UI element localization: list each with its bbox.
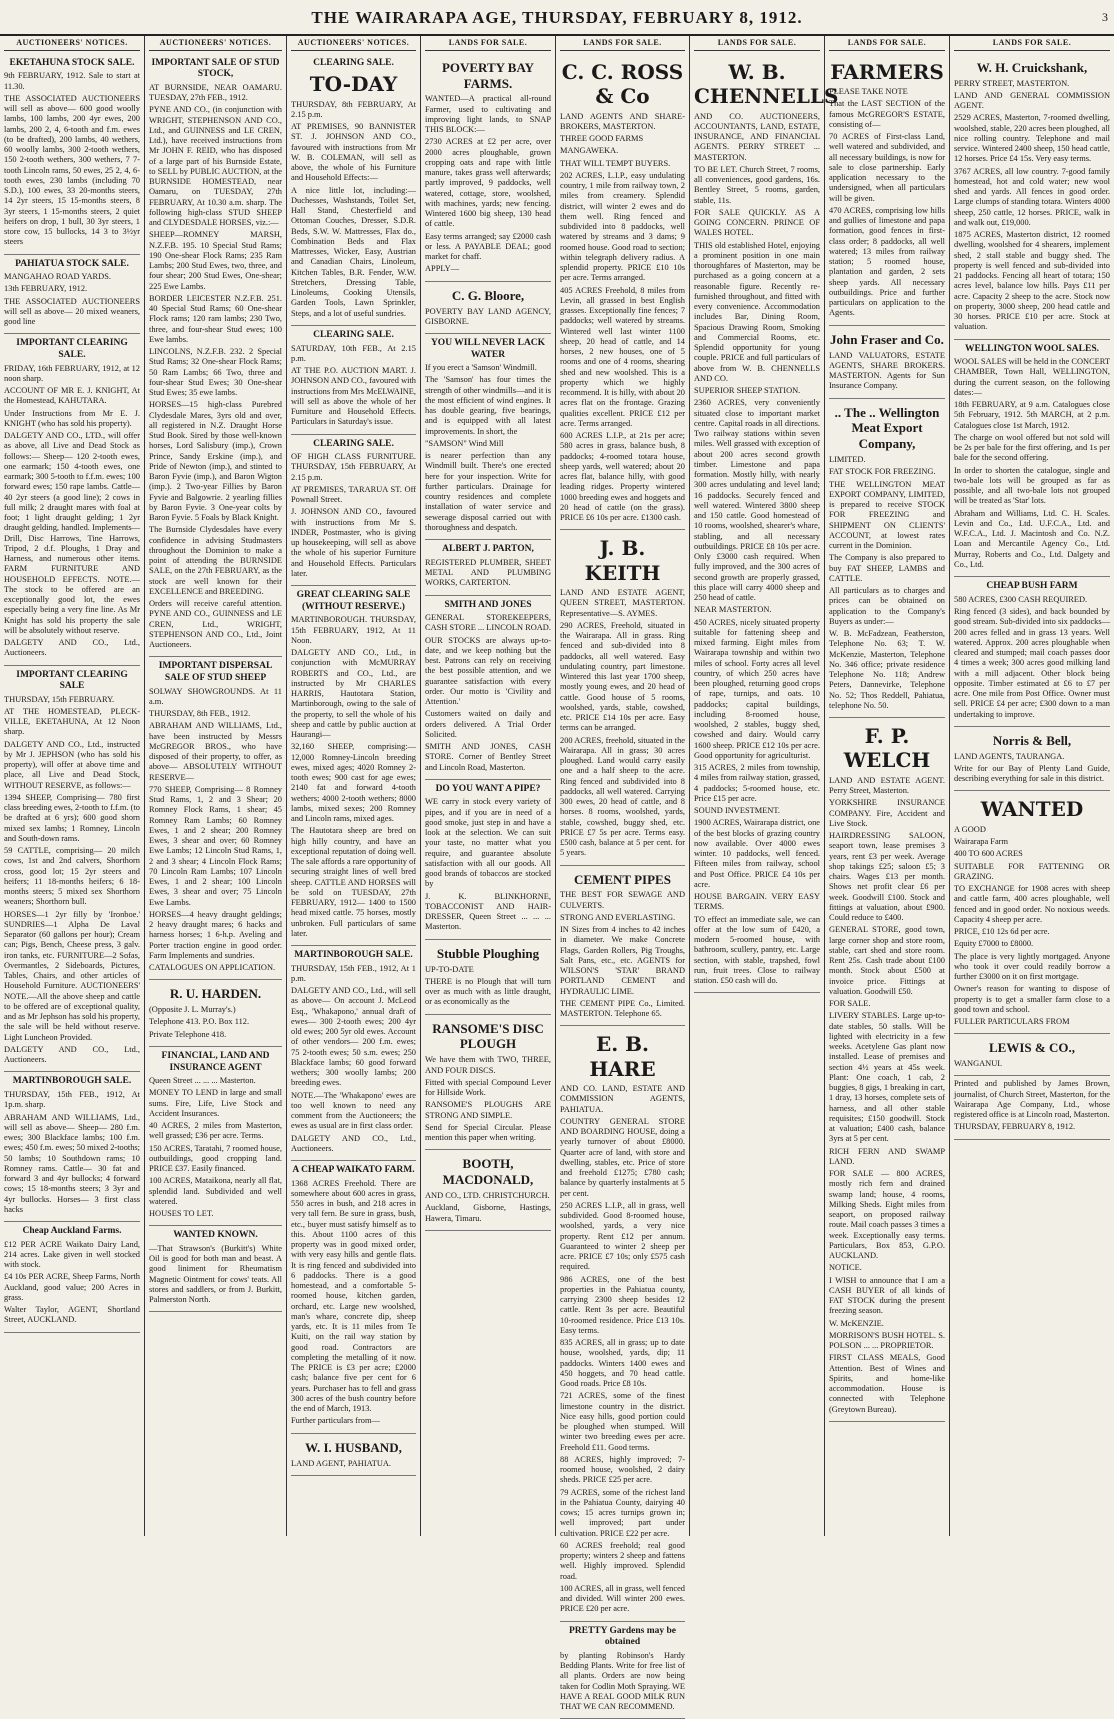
ad-text: W. B. McFadzean, Featherston, Telephone No. 63; T. W. McKenzie, Masterton, Telephone No. 346 office; private residence Telephone No. 118; Andrew Peters, Dannevirke, Telephone No. 52; Thos Reddell, Pahiatua, telephone No. 50. xyxy=(829,629,945,710)
ad-text: PLEASE TAKE NOTE xyxy=(829,87,908,97)
advertisement xyxy=(4,666,140,1073)
advertisement xyxy=(425,596,551,780)
section-heading: AUCTIONEERS' NOTICES. xyxy=(4,36,140,51)
ad-heading: F. P. WELCH xyxy=(843,724,931,773)
ad-heading: C. G. Bloore, xyxy=(451,287,525,303)
ad-text: AT PREMISES, 90 BANNISTER ST. J. JOHNSON AND CO., favoured with instructions from Mr W. B. COLEMAN, will sell as above, the whole of his Furniture and Household Effects:— xyxy=(291,122,416,183)
ad-text: GENERAL STORE, good town, large corner shop and store room, stable, cart shed and store room. Rent 25s. Cash trade about £100 month. Stock about £500 at invoice price. Fittings at valuation. Goodwill £50. xyxy=(829,925,945,996)
ad-text: 32,160 SHEEP, comprising:— 12,000 Romney-Lincoln breeding ewes, mixed ages; 4020 Romney 2-tooth ewes; 900 cast for age ewes; 2140 fat and forward 4-tooth wethers; 4000 2-tooth wethers; 8000 lambs, mixed sexes; 200 Romney and Lincoln rams, mixed ages. xyxy=(291,742,416,824)
ad-text: 470 ACRES, comprising low hills and gullies of limestone and papa formation, good fences in first-class order; 8 paddocks, all well watered; 13 miles from railway station; 5 roomed house, plantation and garden, 2 sets sheep yards. All necessary outbuildings. Price and further particulars on application to the Agents. xyxy=(829,205,945,318)
ad-text: 835 ACRES, all in grass; up to date house, woolshed, yards, dip; 11 paddocks. Winters 1400 ewes and 450 hoggets, and 70 head cattle. Good roads. Price £8 10s. xyxy=(560,1338,685,1389)
ad-text: THERE is no Plough that will turn over as much with as little draught, or as economically as the xyxy=(425,976,551,1007)
advertisement xyxy=(560,1622,685,1719)
ad-text: 1368 ACRES Freehold. There are somewhere about 600 acres in grass, 550 acres in bush, and 218 acres in very tall fern. Be sure in grass, bush, etc., buyer must satisfy himself as to this. About 1100 acres of this property was in good mixed order, with very easy hills and gentle flats. It is ring fenced and subdivided into 6 paddocks. There is a good homestead, and a comfortable 5-roomed house, kitchen garden, orchard, etc. Large new woolshed, man's whare, concrete dip, sheep yards, etc. It is 11 miles from Te Kuiti, on the rail way station by good road. Contractors are completing the metalling of it now. The PRICE is £3 per acre; £2000 cash; balance five per cent for 6 years. Purchaser has to fell and grass 300 acres of the bush country before the end of March, 1913. xyxy=(291,1178,416,1414)
ad-heading: GREAT CLEARING SALE (WITHOUT RESERVE.) xyxy=(296,590,411,612)
advertisement xyxy=(291,54,416,326)
ad-text: 1900 ACRES, Wairarapa district, one of the best blocks of grazing country now available. Over 4000 ewes winter. 10 paddocks, well fenced. Fifteen miles from railway, school and Post Office. PRICE £4 10s per acre. xyxy=(694,818,820,889)
ad-heading: Norris & Bell, xyxy=(992,732,1072,748)
ad-text: LAND AGENTS AND SHARE-BROKERS, MASTERTON. xyxy=(560,111,685,131)
advertisement xyxy=(425,1015,551,1151)
ad-heading: POVERTY BAY FARMS. xyxy=(441,59,535,91)
ad-text: The Company is also prepared to buy FAT SHEEP, LAMBS and CATTLE. xyxy=(829,553,945,583)
ad-text: Easy terms arranged; say £2000 cash or less. A PAYABLE DEAL; good market for chaff. xyxy=(425,231,551,262)
ad-text: THREE GOOD FARMS xyxy=(560,134,644,144)
ad-text: Owner's reason for wanting to dispose of property is to get a smaller farm close to a good town and school. xyxy=(954,984,1110,1014)
ad-text: THURSDAY, 8th FEB., 1912. xyxy=(149,709,251,719)
ad-text: by planting Robinson's Hardy Bedding Plants. Write for free list of all plants. Orders are now being taken for Codlin Moth Spraying. WE HAVE A REAL GOOD MILK RUN THAT WE CAN RECOMMEND. xyxy=(560,1650,685,1712)
advertisement xyxy=(425,540,551,595)
ad-text: 59 CATTLE, comprising— 20 milch cows, 1st and 2nd calvers, Shorthorn cross, good lot; 15 2yr steers and heifers; 11 18-months heifers; 6 18-months steers; 5 mixed sex Shorthorn weaners; Shorthorn bull. xyxy=(4,846,140,907)
ad-text: 405 ACRES Freehold, 8 miles from Levin, all grassed in best English grasses. Exceptionally fine fences; 7 paddocks; well watered by streams. Wintered well last winter 1100 sheep, 20 head of cattle, and 14 horses, 2 new houses, one of 5 rooms and one of 4 rooms, shearing shed and new woolshed. This is a property which we highly recommend. It is hilly, with about 20 acres flat on the frontage. Grazing qualities excellent. PRICE £12 per acre. Terms arranged. xyxy=(560,285,685,428)
page-number: 3 xyxy=(1102,10,1108,24)
ad-text: DALGETY AND CO., LTD., will offer as above, all Live and Dead Stock as follows:— Sheep— 120 2-tooth ewes, one earmark; 150 4-tooth ewes, one earmark; 300 5-tooth to f.f.m. ewes; 100 forward ewes; 150 rape lambs. Cattle— 40 2yr steers (a good line); 2 cows in full milk; 2 draught mares with foal at foot; 1 light draught gelding; 1 2yr draught gelding, handled. Implements— Drill, Disc Harrows, Tine Harrows, Tripod, 2 d.f. Ploughs, 1 Dray and Harness, and numerous other items. FARM FURNITURE AND HOUSEHOLD EFFECTS. NOTE.—The stock to be offered are an exceptionally good lot, the ewes especially being a very fine line. As Mr Knight has sold his property the sale will be absolutely without reserve. xyxy=(4,431,140,635)
ad-text: In order to shorten the catalogue, single and two-bale lots will be grouped as far as possible, and all two-bale lots not grouped will be treated as 'Star' lots. xyxy=(954,465,1110,506)
ad-text: Wairarapa Farm xyxy=(954,837,1008,847)
section-heading: LANDS FOR SALE. xyxy=(829,36,945,51)
ad-heading: PRETTY Gardens may be obtained xyxy=(568,1625,677,1648)
advertisement xyxy=(694,54,839,994)
ad-heading: IMPORTANT SALE OF STUD STOCK, xyxy=(151,57,280,80)
ad-text: DALGETY AND CO., Ltd., Auctioneers. xyxy=(4,1044,140,1065)
ad-text: AND CO., LTD. CHRISTCHURCH. xyxy=(425,1191,550,1201)
ad-text: AT PREMISES, TARARUA ST. Off Pownall Street. xyxy=(291,484,416,505)
ad-text: Orders will receive careful attention. PYNE AND CO., GUINNESS and LE CREN, Ltd., WRIGHT, STEPHENSON AND CO., Ltd., Joint Auctioneers. xyxy=(149,599,282,650)
ad-text: SOLWAY SHOWGROUNDS. At 11 a.m. xyxy=(149,686,282,706)
ad-text: 1394 SHEEP, Comprising— 780 first class breeding ewes, 2-tooth to f.f.m. (to be drafted at 6 yrs); 600 good shorn mixed sex lambs; 1 Romney, Lincoln and South-down rams. xyxy=(4,792,140,843)
ad-text: 79 ACRES, some of the richest land in the Pahiatua County, dairying 40 cows; 15 acres turnips grown in; well improved; part under cultivation. PRICE £22 per acre. xyxy=(560,1487,685,1538)
ad-text: ACCOUNT OF MR E. J. KNIGHT, At the Homestead, KAHUTARA. xyxy=(4,386,140,406)
advertisement xyxy=(149,54,282,658)
column-2 xyxy=(144,36,286,1536)
advertisement xyxy=(560,530,685,865)
advertisement xyxy=(560,866,685,1027)
ad-text: HORSES—1 2yr filly by 'Ironboe.' SUNDRIES—1 Alpha De Laval Separator (60 gallons per hour); Cream can; Pigs, Bench, Cheese press, 3 galv. iron tanks, etc. FURNITURE—2 Sofas, Overmantles, 2 Sideboards, Pictures, Tables, Chairs, and other articles of Household Furniture. AUCTIONEERS' NOTE.—All the above sheep and cattle to be offered are of exceptional quality, and as Mr Jephson has sold his property, the sale will be held without reserve. Light Luncheon Provided. xyxy=(4,909,140,1042)
ad-text: GENERAL STOREKEEPERS, CASH STORE ... LINCOLN ROAD. xyxy=(425,613,551,633)
advertisement xyxy=(4,54,140,255)
ad-heading: TO-DAY xyxy=(309,72,398,97)
advertisement xyxy=(149,980,282,1047)
ad-text: LIMITED. xyxy=(829,455,866,465)
ad-text: THE ASSOCIATED AUCTIONEERS will sell as above— 600 good woolly lambs, 100 lambs, 200 4yr ewes, 200 lambs, 200 2, 4, 6-tooth and f.m. ewes (to be drafted), 200 lambs, 40 wethers, 60 woolly lambs, 300 2-tooth wethers, 150 2-tooth wethers, 300 wethers, 7 7-tooth Lincoln rams, 50 ewes, 25 2, 4, 6-tooth ewes, 230 lambs (including 70 S.D.), 100 ewes, 33 20-months steers, 14 2yr steers, 15 15-months steers, 8 3yr steers, 1 15-months steers, 2 quiet heifers on drop, 1 bull, 30 3yr steers, 1 store cow, 15 bullocks, 14 3 to 3½yr steers xyxy=(4,93,140,247)
ad-text: THE WELLINGTON MEAT EXPORT COMPANY, LIMITED, is prepared to receive STOCK FOR FREEZING and SHIPMENT ON CLIENTS' ACCOUNT, at lowest rates current in the Dominion. xyxy=(829,479,945,551)
ad-text: TO EXCHANGE for 1908 acres with sheep and cattle farm, 400 acres ploughable, well fenced and in good order. No noxious weeds. Capacity 4 sheep per acre. xyxy=(954,884,1110,924)
advertisement xyxy=(4,334,140,665)
advertisement xyxy=(4,255,140,335)
ad-heading: W. H. Cruickshank, xyxy=(976,59,1088,75)
ad-heading: MARTINBOROUGH SALE. xyxy=(12,1076,132,1087)
ad-text: If you erect a 'Samson' Windmill. xyxy=(425,363,537,373)
ad-heading: W. I. HUSBAND, xyxy=(305,1439,402,1455)
ad-heading: IMPORTANT DISPERSAL SALE OF STUD SHEEP xyxy=(158,661,273,683)
advertisement xyxy=(425,334,551,540)
ad-text: FRIDAY, 16th FEBRUARY, 1912, at 12 noon sharp. xyxy=(4,363,140,383)
advertisement xyxy=(425,940,551,1015)
ad-text: FAT STOCK FOR FREEZING. xyxy=(829,467,936,477)
ad-text: I WISH to announce that I am a CASH BUYER of all kinds of FAT STOCK during the present freezing season. xyxy=(829,1275,945,1316)
ad-text: MANGAHAO ROAD YARDS. xyxy=(4,272,111,282)
ad-text: Equity £7000 to £8000. xyxy=(954,939,1034,949)
ad-text: THE BEST FOR SEWAGE AND CULVERTS. xyxy=(560,890,685,910)
ad-text: WANGANUI. xyxy=(954,1059,1003,1069)
ad-text: OF HIGH CLASS FURNITURE. THURSDAY, 15th FEBRUARY, At 2.15 p.m. xyxy=(291,452,416,482)
ad-text: MANGAWEKA. xyxy=(560,146,619,156)
ad-heading: R. U. HARDEN. xyxy=(169,986,262,1002)
ad-text: THURSDAY, 15th FEB., 1912, At 1p.m. sharp. xyxy=(4,1090,140,1110)
ad-text: 1875 ACRES, Masterton district, 12 roomed dwelling, woolshed for 4 shearers, implement shed, 2 stall stable and buggy shed. The property is well fenced and sub-divided into 21 paddocks. Fencing all heart of totara; 150 acres level, balance low hills. Pays £11 per acre. Capacity 2 sheep to the acre. Stock now on property, 3000 sheep, 200 head cattle and 30 horses. PRICE £10 per acre. Stock at valuation. xyxy=(954,230,1110,332)
ad-heading: LEWIS & CO., xyxy=(989,1040,1075,1056)
ad-text: LAND AND ESTATE AGENT. Perry Street, Masterton. xyxy=(829,775,945,796)
ad-text: is nearer perfection than any Windmill built. There's one erected here for your inspection. Write for further particulars. Drainage for country residences and complete installation of water service and sewerage disposal carried out with thoroughness and despatch. xyxy=(425,451,551,532)
ad-text: LAND AND ESTATE AGENT, QUEEN STREET, MASTERTON. Representative—S. AYMES. xyxy=(560,588,685,618)
ad-text: FULLER PARTICULARS FROM xyxy=(954,1017,1070,1027)
ad-text: BORDER LEICESTER N.Z.F.B. 251. 40 Special Stud Rams; 60 One-shear Flock rams; 120 ram lambs; 230 Two, three, and four-shear Stud ewes; 100 Ewe lambs. xyxy=(149,293,282,344)
ad-text: 200 ACRES, freehold, situated in the Wairarapa. All in grass; 30 acres ploughed. Land would carry easily one and a half sheep to the acre. Ring fenced and subdivided into 8 paddocks, all well watered. Carrying 300 ewes, 20 head of cattle, and 8 horses. 8 rooms, woolshed, yards, stable, cowshed, buggy shed, etc. PRICE £7 5s per acre. Terms easy. £500 cash, balance at 5 per cent. for 5 years. xyxy=(560,735,685,858)
advertisement xyxy=(954,54,1110,340)
ad-text: Ring fenced (3 sides), and back bounded by good stream. Sub-divided into six paddocks—200 acres felled and in grass 13 years. Well watered. Approx. 200 acres ploughable when cleared and stumped; mail coach passes door 4 times a week; 300 acres good milking land with a mill adjacent. Other block being opposite. Timber estimated at £6 to £7 per acre. One mile from Post Office. Owner must sell. PRICE £4 per acre; £300 down to a man undertaking to improve. xyxy=(954,607,1110,719)
advertisement xyxy=(149,1047,282,1226)
ad-heading: Cheap Auckland Farms. xyxy=(22,1226,122,1237)
ad-text: RICH FERN AND SWAMP LAND. xyxy=(829,1146,945,1166)
ad-text: AT THE P.O. AUCTION MART. J. JOHNSON AND CO., favoured with instructions from Mrs McELWAINE, will sell as above the whole of her Furniture and Household Effects. Particulars in Saturday's issue. xyxy=(291,366,416,427)
ad-text: FOR SALE — 800 ACRES, mostly rich fern and drained swamp land; house, 4 rooms, Milking Sheds. Eight miles from seaport, on proposed railway route. Mail coach passes 3 times a week. Exceptionally easy terms. Particulars, Box 853, G.P.O. AUCKLAND. xyxy=(829,1169,945,1261)
ad-text: YORKSHIRE INSURANCE COMPANY. Fire, Accident and Live Stock. xyxy=(829,798,945,828)
ad-text: Walter Taylor, AGENT, Shortland Street, AUCKLAND. xyxy=(4,1305,140,1325)
ad-heading: WANTED xyxy=(980,797,1084,822)
advertisement xyxy=(291,1161,416,1434)
ad-text: HOUSE BARGAIN. VERY EASY TERMS. xyxy=(694,892,820,912)
ad-heading: ALBERT J. PARTON, xyxy=(442,544,534,555)
ad-text: ABRAHAM AND WILLIAMS, Ltd., have been instructed by Messrs McGREGOR BROS., who have disposed of their property, to offer, as above— ABSOLUTELY WITHOUT RESERVE— xyxy=(149,721,282,782)
advertisement xyxy=(954,1034,1110,1076)
ad-heading: CLEARING SALE. xyxy=(313,57,394,68)
ad-text: NOTE.—The 'Whakapono' ewes are too well known to need any comment from the Auctioneers; the ewes as usual are in first class order. xyxy=(291,1090,416,1131)
ad-text: The 'Samson' has four times the strength of other windmills—and it is the most efficient of wind engines. It has double gearing, five bearings, and is equipped with all latest improvements. In short, the xyxy=(425,375,551,436)
ad-heading: John Fraser and Co. xyxy=(830,331,944,347)
ad-text: 315 ACRES, 2 miles from township, 4 miles from railway station, grassed, 4 paddocks; 5-roomed house, etc. Price £15 per acre. xyxy=(694,763,820,803)
ad-text: SUPERIOR SHEEP STATION. xyxy=(694,386,801,396)
ad-text: IN Sizes from 4 inches to 42 inches in diameter. We make Concrete Flags, Garden Rollers, Pig Troughs, Salt Pans, etc., etc. AGENTS for WILSON'S 'STAR' BRAND PORTLAND CEMENT and HYDRAULIC LIME. xyxy=(560,925,685,996)
advertisement xyxy=(291,435,416,587)
ad-text: APPLY— xyxy=(425,264,460,274)
ad-text: NOTICE. xyxy=(829,1263,862,1273)
ad-text: Send for Special Circular. Please mention this paper when writing. xyxy=(425,1122,551,1143)
ad-text: THURSDAY, 15th FEBRUARY. xyxy=(4,694,115,704)
ad-text: Write for our Bay of Plenty Land Guide, describing everything for sale in this district. xyxy=(954,763,1110,784)
advertisement xyxy=(829,718,945,1422)
ad-text: DALGETY AND CO., Ltd., instructed by Mr J. JEPHSON (who has sold his property), will offer at above time and place, all Live and Dead Stock, WITHOUT RESERVE, as follows:— xyxy=(4,739,140,790)
ad-text: 202 ACRES, L.I.P., easy undulating country, 1 mile from railway town, 2 miles from creamery. Splendid district, will winter 2 ewes and do them well. Ring fenced and subdivided into 8 paddocks, well watered by streams and 3 dams; 9 roomed house. Good road to section; within telegraph delivery radius. A splendid property. PRICE £10 10s per acre. Terms arranged. xyxy=(560,170,685,283)
ad-heading: WELLINGTON WOOL SALES. xyxy=(964,343,1100,354)
ad-text: Private Telephone 418. xyxy=(149,1029,227,1039)
ad-text: AT BURNSIDE, NEAR OAMARU. TUESDAY, 27th FEB., 1912. xyxy=(149,82,282,103)
ad-heading: FINANCIAL, LAND AND INSURANCE AGENT xyxy=(161,1050,270,1073)
ad-text: LAND AGENT, PAHIATUA. xyxy=(291,1458,392,1468)
ad-text: 721 ACRES, some of the finest limestone country in the district. Nice easy hills, good portion could be ploughed when stumped. Will winter two breeding ewes per acre. Freehold £11. Good terms. xyxy=(560,1391,685,1452)
ad-text: SMITH AND JONES, CASH STORE. Corner of Bentley Street and Lincoln Road, Masterton. xyxy=(425,742,551,772)
ad-text: WANTED—A practical all-round Farmer, used to cultivating and improving light lands, to SNAP THIS BLOCK:— xyxy=(425,94,551,135)
ad-text: DALGETY AND CO., Ltd., will sell as above— On account J. McLeod Esq., 'Whakapono,' annual draft of ewes— 300 2-tooth ewes; 200 4yr old ewes; 200 5yr old ewes. Account of other vendors— 200 f.m. ewes; 75 2-tooth ewes; 50 s.m. ewes; 250 Blackface lambs; 60 good forward wethers; 300 woolly lambs; 200 breeding ewes. xyxy=(291,986,416,1088)
column-7 xyxy=(824,36,949,1536)
ad-text: 2730 ACRES at £2 per acre, over 2000 acres ploughable, grown cropping oats and rape with little manure, takes grass well afterwards; partly improved, 9 paddocks, well watered, cottage, store, woolshed, with machines, yards; new fencing. Wintered 1600 big sheep, 130 head of cattle. xyxy=(425,137,551,229)
advertisement xyxy=(560,54,685,531)
ad-text: SATURDAY, 10th FEB., At 2.15 p.m. xyxy=(291,343,416,363)
ad-text: WOOL SALES will be held in the CONCERT CHAMBER, Town Hall, WELLINGTON, during the current season, on the following dates:— xyxy=(954,357,1110,397)
ad-heading: CHEAP BUSH FARM xyxy=(986,581,1078,592)
ad-text: CATALOGUES ON APPLICATION. xyxy=(149,963,276,973)
ad-text: LINCOLNS, N.Z.F.B. 232. 2 Special Stud Rams; 32 One-shear Flock Rams; 50 Ram Lambs; 66 Two, three and four-shear Stud Ewes; 30 One-shear Stud Ewes; 35 ewe lambs. xyxy=(149,347,282,398)
ad-text: HAIRDRESSING SALOON, seaport town, lease premises 3 years, rent £3 per week. Average shop takings £25; saloon £5; 3 chairs. Wages £13 per month. Shows net profit clear £6 per week. Goodwill £100. Stock and fittings at valuation, about £900. Could reduce to £400. xyxy=(829,831,945,923)
column-1 xyxy=(0,36,144,1536)
ad-text: THIS old established Hotel, enjoying a prominent position in one main thoroughfares of Masterton, may be purchased as a going concern at a reasonable figure. Recently re-furnished throughout, and fitted with every convenience. Accommodation includes Bar, Dining Room, Spacious Drawing Room, Smoking and Commercial Rooms, etc. Splendid opportunity for young couple. PRICE and full particulars of above from W. B. CHENNELLS AND CO. xyxy=(694,240,820,383)
section-heading: LANDS FOR SALE. xyxy=(560,36,685,51)
ad-text: PYNE AND CO., (in conjunction with WRIGHT, STEPHENSON AND CO., Ltd., and GUINNESS and LE CREN, Ltd.), have received instructions from Mr JOHN F. REID, who has disposed of a large part of his Burnside Estate, to SELL by PUBLIC AUCTION, at the BURNSIDE HOMESTEAD, near Oamaru, on TUESDAY, 27th FEBRUARY, At 10.30 a.m. sharp. The following high-class STUD SHEEP and CLYDESDALE HORSES, viz.:— xyxy=(149,105,282,228)
advertisement xyxy=(291,1434,416,1476)
ad-text: DALGETY AND CO., Ltd., Auctioneers. xyxy=(4,638,140,658)
ad-text: —That Strawson's (Burkitt's) White Oil is good for both man and beast. A good liniment for Rheumatism Magnetic Ointment for cows' teats. All stores and saddlers, or from J. Burkitt, Palmerston North. xyxy=(149,1243,282,1305)
ad-text: The charge on wool offered but not sold will be 2s per bale for the first offering, and 1s per bale for the second offering. xyxy=(954,432,1110,463)
ad-heading: Stubble Ploughing xyxy=(436,945,540,961)
ad-text: 70 ACRES of First-class Land, well watered and subdivided, and all necessary buildings, is now for sale to close partnership. Early application necessary to the undersigned, when all particulars will be given. xyxy=(829,132,945,203)
advertisement xyxy=(954,791,1110,1034)
ad-text: (Opposite J. L. Murray's.) xyxy=(149,1005,236,1015)
ad-text: W. McKENZIE. xyxy=(829,1318,884,1328)
ad-text: £12 PER ACRE Waikato Dairy Land, 214 acres. Lake given in well stocked with stock. xyxy=(4,1239,140,1270)
column-8 xyxy=(949,36,1114,1536)
ad-text: 770 SHEEP, Comprising— 8 Romney Stud Rams, 1, 2 and 3 Shear; 20 Romney Flock Rams, 1 shear; 45 Romney Ram Lambs; 60 Romney Ewes, 1 and 2 shear; 200 Romney Ewes, 3 shear and over; 60 Romney Ewe Lambs; 12 Lincoln Stud Rams, 1, 2 and 3 shear; 4 Lincoln Flock Rams; 70 Lincoln Ram Lambs; 107 Lincoln Ewes, 1 and 2 shear; 100 Lincoln Ewes, 3 shear and over; 75 Lincoln Ewe Lambs. xyxy=(149,784,282,907)
column-6 xyxy=(689,36,839,1536)
ad-heading: CLEARING SALE. xyxy=(313,438,394,449)
ad-heading: SMITH AND JONES xyxy=(444,599,532,610)
ad-text: UP-TO-DATE xyxy=(425,964,474,974)
ad-heading: IMPORTANT CLEARING SALE. xyxy=(16,338,128,360)
ad-text: TO BE LET. Church Street, 7 rooms, all conveniences, good gardens, 16s. Bentley Street, 5 rooms, garden, stable, 11s. xyxy=(694,164,820,205)
ad-heading: DO YOU WANT A PIPE? xyxy=(435,783,541,794)
advertisement xyxy=(829,399,945,719)
ad-text: WE carry in stock every variety of pipes, and if you are in need of a good smoke, just step in and have a look at the selection. We can suit your taste, no matter what you require, and guarantee absolute satisfaction with all our goods. All good brands of tobaccos are stocked by xyxy=(425,797,551,889)
advertisement xyxy=(291,326,416,435)
ad-text: 600 ACRES L.I.P., at 21s per acre; 580 acres in grass, balance bush, 8 paddocks; 4-roomed totara house, sheep yards, well watered; about 20 acres flat, balance hilly, with good leading ridges. Property wintered 1000 breeding ewes and hoggets and 20 head of cattle (on the grass). PRICE £6 10s per acre. £1300 cash. xyxy=(560,431,685,523)
ad-text: HOUSES TO LET. xyxy=(149,1209,214,1219)
advertisement xyxy=(149,1226,282,1312)
ad-text: J. K. BLINKHORNE, TOBACCONIST AND HAIR-DRESSER, Queen Street ... ... ... Masterton. xyxy=(425,891,551,932)
ad-text: LIVERY STABLES. Large up-to-date stables, 50 stalls. Will be lighted with electricity in a few weeks. Acetylene Gas plant now installed. Lease of premises and section 4½ years at 45s week. Plant: One coach, 1 cab, 2 buggies, 8 gigs, 1 breaking in cart, 1 dray, 13 horses, complete sets of harness, and all other stable requisites; £150 goodwill. Stock at valuation; £400 cash, balance 3yrs at 5 per cent. xyxy=(829,1011,945,1144)
ad-text: ABRAHAM AND WILLIAMS, Ltd., will sell as above— Sheep— 280 f.m. ewes; 300 Blackface lambs; 100 f.m. ewes; 450 f.m. ewes; 50 mixed 2-tooths; 50 lambs; 10 Southdown rams; 10 Romney rams. Cattle— 30 fat and forward 3 and 4yr bullocks; 4 forward cows; 15 18-months steers; 3 3yr and 4yr bullocks. Horses— 3 first class hacks xyxy=(4,1112,140,1214)
ad-heading: W. B. CHENNELLS xyxy=(694,59,839,109)
ad-text: "SAMSON" Wind Mill xyxy=(425,438,504,448)
advertisement xyxy=(425,780,551,940)
ad-heading: IMPORTANT CLEARING SALE xyxy=(16,669,128,692)
ad-text: We have them with TWO, THREE, AND FOUR DISCS. xyxy=(425,1055,551,1075)
ad-text: NEAR MASTERTON. xyxy=(694,605,772,615)
advertisement xyxy=(954,577,1110,727)
ad-text: SOUND INVESTMENT. xyxy=(694,806,780,816)
ad-text: 400 TO 600 ACRES xyxy=(954,849,1023,859)
ad-text: HORSES—15 high-class Purebred Clydesdale Mares, 3yrs old and over, all registered in N.Z. Draught Horse Stud Book. Sired by those well-known horses, Lord Salisbury (imp.), Crown Prince, Sandy Erskine (imp.), and Pride of Newton (imp.), and stinted to Baron Fyvie (imp.), and Baron Wigton (imp.). 2 Two-year Fillies by Baron Fyvie and Balgowrie. 2 yearling fillies by Baron Fyvie. 3 One-year colts by Baron Fyvie. 5 Foals by Black Knight. xyxy=(149,400,282,523)
ad-text: Abraham and Williams, Ltd. C. H. Scales. Levin and Co., Ltd. U.F.C.A., Ltd. and W.F.C.A., Ltd. J. Macintosh and Co. N.Z. Loan and Mercantile Agency Co., Ltd. Murray, Roberts and Co., Ltd. Dalgety and Co., Ltd. xyxy=(954,508,1110,569)
ad-heading: BOOTH, MACDONALD, xyxy=(442,1156,534,1188)
ad-text: The place is very lightly mortgaged. Anyone who took it over could readily borrow a further £3000 on it on first mortgage. xyxy=(954,951,1110,982)
ad-text: A GOOD xyxy=(954,824,986,834)
ad-text: 986 ACRES, one of the best properties in the Pahiatua county, carrying 2300 sheep besides 12 cattle. Rent 3s per acre. Beautiful 10-roomed residence. Price £13 10s. Easy terms. xyxy=(560,1274,685,1335)
ad-heading: CLEARING SALE. xyxy=(313,329,394,340)
ad-text: HORSES—4 heavy draught geldings; 2 heavy draught mares; 6 hacks and harness horses; 1 6-h.p. Aveling and Porter traction engine in good order. Farm Implements and sundries. xyxy=(149,909,282,960)
ad-text: The Hautotara sheep are bred on high hilly country, and have an exceptional reputation of doing well. The sale affords a rare opportunity of securing straight lines of well bred sheep. CATTLE AND HORSES will be sold on TUESDAY, 27th FEBRUARY, 1912— 1400 to 1500 head mixed cattle. 75 horses, mostly unbroken. Full particulars of same later. xyxy=(291,826,416,938)
ad-heading: FARMERS xyxy=(830,59,944,84)
ad-text: RANSOME'S PLOUGHS ARE STRONG AND SIMPLE. xyxy=(425,1100,551,1120)
ad-text: 2360 ACRES, very conveniently situated close to important market centre. Capital roads in all directions. Two railway stations within seven miles. Well grassed with exception of about 200 acres second growth timber. Limestone and papa formation. Mostly hilly, with nearly 300 acres undulating and level land; 16 paddocks. Securely fenced and well watered. Wintered 3800 sheep and 150 cattle. Good homestead of 10 rooms, woolshed, shearer's whare, stabling, and all necessary outbuildings. PRICE £8 10s per acre. Only £3000 cash required. When fully improved, and the 300 acres of second growth are properly grassed, this place will carry 4000 sheep and 250 head of cattle. xyxy=(694,398,820,603)
column-5 xyxy=(555,36,689,1712)
advertisement xyxy=(829,326,945,399)
ad-text: FOR SALE. xyxy=(829,999,871,1009)
advertisement xyxy=(425,54,551,282)
ad-text: 100 ACRES, Mataikona, nearly all flat, splendid land. Subdivided and well watered. xyxy=(149,1176,282,1206)
ad-text: PRICE, £10 12s 6d per acre. xyxy=(954,927,1050,937)
ad-text: 100 ACRES, all in grass, well fenced and divided. Will winter 200 ewes. PRICE £20 per acre. xyxy=(560,1583,685,1614)
masthead xyxy=(0,0,1114,36)
advertisement xyxy=(149,657,282,980)
ad-text: THAT WILL TEMPT BUYERS. xyxy=(560,158,671,168)
ad-heading: .. The .. Wellington Meat Export Company, xyxy=(834,404,940,452)
ad-text: LAND VALUATORS, ESTATE AGENTS, SHARE BROKERS. MASTERTON. Agents for Sun Insurance Company. xyxy=(829,350,945,391)
ad-text: AT THE HOMESTEAD, PLECK-VILLE, EKETAHUNA, At 12 Noon sharp. xyxy=(4,706,140,737)
ad-text: 9th FEBRUARY, 1912. Sale to start at 11.30. xyxy=(4,71,140,91)
ad-heading: EKETAHUNA STOCK SALE. xyxy=(9,57,135,68)
advertisement xyxy=(4,1072,140,1222)
ad-text: OUR STOCKS are always up-to-date, and we keep nothing but the best. Patrons can rely on receiving the best possible attention, and we guarantee satisfaction with every order. Our motto is 'Civility and Attention.' xyxy=(425,635,551,707)
ad-text: Telephone 413. P.O. Box 112. xyxy=(149,1017,250,1027)
ad-text: 88 ACRES, highly improved; 7-roomed house, woolshed, 2 dairy sheds. PRICE £25 per acre. xyxy=(560,1454,685,1485)
ad-text: Queen Street ... ... ... Masterton. xyxy=(149,1076,256,1086)
ad-text: LAND AGENTS, TAURANGA. xyxy=(954,751,1065,761)
column-4 xyxy=(420,36,555,1536)
ad-text: POVERTY BAY LAND AGENCY, GISBORNE. xyxy=(425,306,551,326)
ad-text: J. JOHNSON AND CO., favoured with instructions from Mr S. INDER, Postmaster, who is giving up housekeeping, will sell as above the whole of his superior Furniture and Household Effects. Particulars later. xyxy=(291,507,416,578)
advertisement xyxy=(425,1150,551,1230)
ad-text: 13th FEBRUARY, 1912. xyxy=(4,284,88,294)
ad-text: 290 ACRES, Freehold, situated in the Wairarapa. All in grass. Ring fenced and sub-divided into 8 paddocks, all well watered. Easy undulating country, part limestone. Wintered this last year 1700 sheep, mostly young ewes, and 20 head of cattle. Good house of 5 rooms, woolshed, yards, stable, cowshed, etc. PRICE £14 10s per acre. Easy terms can be arranged. xyxy=(560,620,685,733)
ad-text: DALGETY AND CO., Ltd., Auctioneers. xyxy=(291,1133,416,1153)
ad-heading: RANSOME'S DISC PLOUGH xyxy=(432,1020,544,1052)
ad-text: Printed and published by James Brown, journalist, of Church Street, Masterton, for the Wairarapa Age Company, Ltd., whose registered office is at Lincoln road, Masterton. xyxy=(954,1079,1110,1120)
advertisement xyxy=(560,1026,685,1621)
ad-text: LAND AND GENERAL COMMISSION AGENT. xyxy=(954,90,1110,111)
ad-text: 580 ACRES, £300 CASH REQUIRED. xyxy=(954,594,1088,604)
ad-text: SUITABLE FOR FATTENING OR GRAZING. xyxy=(954,861,1110,881)
ad-text: 60 ACRES freehold; real good property; winters 2 sheep and fattens well. Highly improved. Splendid road. xyxy=(560,1540,685,1581)
ad-text: All particulars as to charges and prices can be obtained on application to the Company's Buyers as under:— xyxy=(829,586,945,626)
section-heading: LANDS FOR SALE. xyxy=(694,36,820,51)
ad-text: THURSDAY, 15th FEB., 1912, At 1 p.m. xyxy=(291,963,416,983)
ad-heading: YOU WILL NEVER LACK WATER xyxy=(430,338,546,360)
ad-text: FOR SALE QUICKLY. AS A GOING CONCERN. PRINCE OF WALES HOTEL. xyxy=(694,207,820,238)
ad-text: MARTINBOROUGH. THURSDAY, 15th FEBRUARY, 1912, At 11 Noon. xyxy=(291,615,416,645)
ad-text: TO effect an immediate sale, we can offer at the low sum of £420, a modern 5-roomed house, with bathroom, scullery, pantry, etc. Large section, with stable, trapshed, fowl run, fruit trees. Close to railway station. £50 cash will do. xyxy=(694,914,820,986)
ad-text: 250 ACRES L.I.P., all in grass, well subdivided. Good 8-roomed house, woolshed, yards, a very nice property. Rent £12 per annum. Guaranteed to winter 2 sheep per acre. PRICE £7 10s; only £575 cash required. xyxy=(560,1200,685,1272)
ad-heading: WANTED KNOWN. xyxy=(173,1230,258,1241)
ad-text: Further particulars from— xyxy=(291,1416,380,1426)
ad-text: THE ASSOCIATED AUCTIONEERS will sell as above— 20 mixed weaners, good line xyxy=(4,296,140,327)
ad-text: 18th FEBRUARY, at 9 a.m. Catalogues close 5th February, 1912. 5th MARCH, at 2 p.m. Catalogues close 1st March, 1912. xyxy=(954,400,1110,430)
advertisement xyxy=(829,54,945,326)
advertisement xyxy=(4,1222,140,1333)
ad-text: A nice little lot, including:—Duchesses, Washstands, Toilet Set, Hall Stand, Chesterfield and Ottoman Couches, Dresser, S.D.R. Beds, S.W. W. Mattresses, Flax do., Combination Beds and Flax Mattresses, Wicker, Easy, Austrian and Canadian Chairs, Linoleum, Kitchen Tables, B.R. Fender, W.W. Stretchers, Dressing Table, Linoleums, Cooking Utensils, Garden Tools, Lawn Sprinkler, Steps, and a lot of useful sundries. xyxy=(291,185,416,318)
ad-text: DALGETY AND CO., Ltd., in conjunction with McMURRAY ROBERTS and CO., Ltd., are instructed by Mr CHARLES HARRIS, Hautotara Station, Martinborough, owing to the sale of the property, to sell the whole of his sheep and cattle by public auction at Haurangi— xyxy=(291,648,416,740)
ad-heading: MARTINBOROUGH SALE. xyxy=(294,950,413,961)
ad-text: AND CO. LAND, ESTATE AND COMMISSION AGENTS, PAHIATUA. xyxy=(560,1084,685,1114)
ad-heading: E. B. HARE xyxy=(589,1032,656,1081)
advertisement xyxy=(954,727,1110,792)
ad-heading: J. B. KEITH xyxy=(584,536,661,585)
ad-text: THE CEMENT PIPE Co., Limited. MASTERTON. Telephone 65. xyxy=(560,998,685,1019)
section-heading: LANDS FOR SALE. xyxy=(425,36,551,51)
advertisement xyxy=(291,946,416,1161)
ad-text: The Burnside Clydesdales have every confidence in advising Studmasters throughout the Dominion to make a point of attending the BURNSIDE SALE, on the 27th FEBRUARY, as the stock are well known for their EXCELLENCE and BREEDING. xyxy=(149,525,282,596)
ad-text: PERRY STREET, MASTERTON. xyxy=(954,78,1070,88)
ad-text: Customers waited on daily and orders delivered. A Trial Order Solicited. xyxy=(425,709,551,739)
column-3 xyxy=(286,36,420,1536)
ad-text: REGISTERED PLUMBER, SHEET METAL AND PLUMBING WORKS, CARTERTON. xyxy=(425,557,551,588)
advertisement xyxy=(291,586,416,946)
ad-text: AND CO. AUCTIONEERS, ACCOUNTANTS, LAND, ESTATE, INSURANCE, AND FINANCIAL AGENTS. PERRY STREET ... MASTERTON. xyxy=(694,111,820,162)
section-heading: LANDS FOR SALE. xyxy=(954,36,1110,51)
ad-text: FIRST CLASS MEALS, Good Attention. Best of Wines and Spirits, and home-like accommodation. House is connected with Telephone (Greytown Bureau). xyxy=(829,1353,945,1414)
ad-text: 150 ACRES, Taratahi, 7 roomed house, outbuildings, good cropping land. PRICE £37. Easily financed. xyxy=(149,1143,282,1174)
ad-text: Under Instructions from Mr E. J. KNIGHT (who has sold his property). xyxy=(4,408,140,428)
ad-text: 40 ACRES, 2 miles from Masterton, well grassed; £36 per acre. Terms. xyxy=(149,1121,282,1141)
advertisement xyxy=(954,340,1110,578)
ad-heading: A CHEAP WAIKATO FARM. xyxy=(292,1165,415,1176)
ad-text: Fitted with special Compound Lever for Hillside Work. xyxy=(425,1077,551,1098)
ad-text: THURSDAY, FEBRUARY 8, 1912. xyxy=(954,1122,1076,1132)
section-heading: AUCTIONEERS' NOTICES. xyxy=(291,36,416,51)
ad-text: That the LAST SECTION of the famous McGREGOR'S ESTATE, consisting of— xyxy=(829,99,945,129)
ad-heading: C. C. ROSS & Co xyxy=(561,59,684,109)
advertisement xyxy=(425,282,551,334)
ad-text: 3767 ACRES, all low country. 7-good family homestead, hot and cold water; new wool shed and yards. All fences in good order. Large clumps of standing totara. Winters 4000 sheep, 250 cattle, 12 horses. PRICE, walk in and walk out, £19,000. xyxy=(954,166,1110,227)
ad-text: MONEY TO LEND in large and small sums. Fire, Life, Live Stock and Accident Insurances. xyxy=(149,1088,282,1118)
ad-text: £4 10s PER ACRE, Sheep Farms, North Auckland, good value; 200 Acres in grass. xyxy=(4,1272,140,1302)
ad-heading: CEMENT PIPES xyxy=(574,871,671,887)
ad-text: MORRISON'S BUSH HOTEL. S. POLSON ... ... PROPRIETOR. xyxy=(829,1330,945,1351)
section-heading: AUCTIONEERS' NOTICES. xyxy=(149,36,282,51)
ad-text: STRONG AND EVERLASTING. xyxy=(560,912,676,922)
ad-heading: PAHIATUA STOCK SALE. xyxy=(15,258,129,269)
ad-text: Auckland, Gisborne, Hastings, Hawera, Timaru. xyxy=(425,1203,551,1223)
ad-text: THURSDAY, 8th FEBRUARY, At 2.15 p.m. xyxy=(291,99,416,119)
advertisement xyxy=(954,1076,1110,1139)
ad-text: COUNTRY GENERAL STORE AND BOARDING HOUSE, doing a yearly turnover of about £8000. Quarter acre of land, with store and dwelling, stables, etc. Price of store and freehold £1275; £780 cash; balance by quarterly instalments at 5 per cent. xyxy=(560,1116,685,1198)
newspaper-title: THE WAIRARAPA AGE, THURSDAY, FEBRUARY 8, 1912. xyxy=(311,8,803,27)
ad-text: SHEEP—ROMNEY MARSH, N.Z.F.B. 195. 10 Special Stud Rams; 190 One-shear Flock Rams; 235 Ram Lambs; 200 Stud Ewes, two, three, and four shear; 200 Stud Ewes, One-shear; 225 Ewe Lambs. xyxy=(149,230,282,291)
ad-text: 450 ACRES, nicely situated property suitable for fattening sheep and mixed farming. Eight miles from Wairarapa township and within two miles of school. Forty acres all level country, of which 250 acres have been ploughed, returning good crops of rape, turnips, and oats. 10 paddocks; capital buildings, including 8-roomed house, woolshed, 2 stables, buggy shed, cowshed and dairy. Would carry 1600 sheep. PRICE £12 10s per acre. Good opportunity for agriculturist. xyxy=(694,617,820,760)
ad-text: 2529 ACRES, Masterton, 7-roomed dwelling, woolshed, stable, 220 acres been ploughed, all nice rolling country. Telephone and mail service. Wintered 2400 sheep, 150 head cattle, 12 horses. Price £4 15s. Very easy terms. xyxy=(954,113,1110,164)
